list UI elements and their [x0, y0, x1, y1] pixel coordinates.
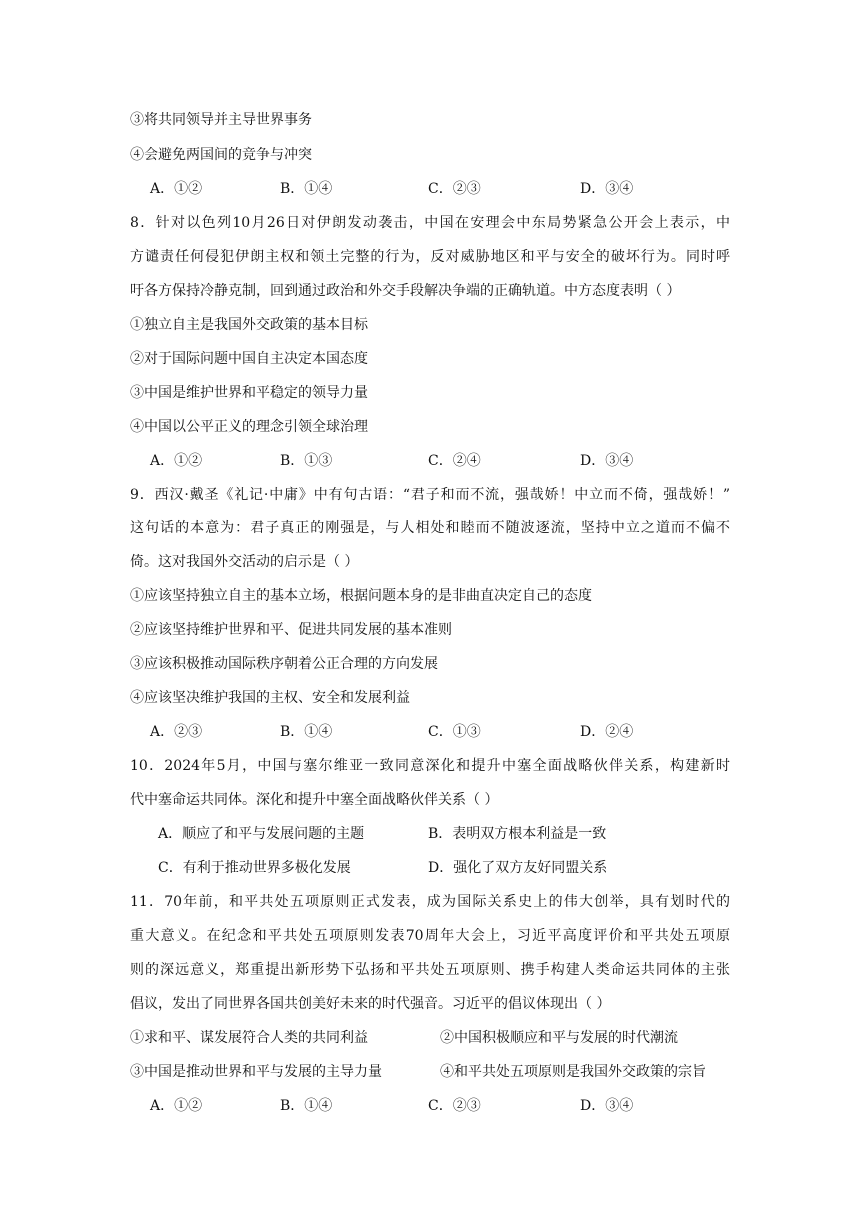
q8-item-4: ④中国以公平正义的理念引领全球治理 — [130, 419, 368, 435]
q9-stem-line-3: 倚。这对我国外交活动的启示是（ ） — [130, 554, 359, 570]
q8-item-1: ①独立自主是我国外交政策的基本目标 — [130, 317, 368, 333]
q9-stem-line-1: 9．西汉·戴圣《礼记·中庸》中有句古语：“君子和而不流，强哉娇！中立而不倚，强哉娇！” — [130, 487, 730, 503]
q9-item-4: ④应该坚决维护我国的主权、安全和发展利益 — [130, 690, 410, 706]
q11-stem-line-1: 11．70年前，和平共处五项原则正式发表，成为国际关系史上的伟大创举，具有划时代的 — [130, 894, 730, 910]
q7-option-d: D．③④ — [580, 181, 634, 197]
q10-option-d: D．强化了双方友好同盟关系 — [428, 860, 608, 876]
q9-option-b: B．①④ — [280, 724, 333, 740]
q11-option-c: C．②③ — [428, 1098, 481, 1114]
q11-item-2: ②中国积极顺应和平与发展的时代潮流 — [440, 1030, 678, 1046]
q8-option-c: C．②④ — [428, 453, 481, 469]
q9-stem-line-2: 这句话的本意为：君子真正的刚强是，与人相处和睦而不随波逐流，坚持中立之道而不偏不 — [130, 520, 730, 536]
q8-stem-line-3: 吁各方保持冷静克制，回到通过政治和外交手段解决争端的正确轨道。中方态度表明（ ） — [130, 283, 681, 299]
q7-item-3: ③将共同领导并主导世界事务 — [130, 112, 312, 128]
q10-stem-line-1: 10．2024年5月，中国与塞尔维亚一致同意深化和提升中塞全面战略伙伴关系，构建新时 — [130, 758, 730, 774]
q7-option-a: A．①② — [150, 181, 203, 197]
q11-option-a: A．①② — [150, 1098, 203, 1114]
q11-stem-line-4: 倡议，发出了同世界各国共创美好未来的时代强音。习近平的倡议体现出（ ） — [130, 996, 611, 1012]
q8-option-b: B．①③ — [280, 453, 333, 469]
q9-item-2: ②应该坚持维护世界和平、促进共同发展的基本准则 — [130, 622, 452, 638]
q11-stem-line-3: 则的深远意义，郑重提出新形势下弘扬和平共处五项原则、携手构建人类命运共同体的主张 — [130, 962, 730, 978]
q8-item-2: ②对于国际问题中国自主决定本国态度 — [130, 351, 368, 367]
q7-option-b: B．①④ — [280, 181, 333, 197]
q11-option-b: B．①④ — [280, 1098, 333, 1114]
q9-item-1: ①应该坚持独立自主的基本立场，根据问题本身的是非曲直决定自己的态度 — [130, 588, 592, 604]
q8-option-d: D．③④ — [580, 453, 634, 469]
q10-option-b: B．表明双方根本利益是一致 — [428, 826, 607, 842]
q11-item-3: ③中国是推动世界和平与发展的主导力量 — [130, 1064, 382, 1080]
q7-item-4: ④会避免两国间的竞争与冲突 — [130, 147, 312, 163]
q9-option-d: D．②④ — [580, 724, 634, 740]
q7-option-c: C．②③ — [428, 181, 481, 197]
q8-item-3: ③中国是维护世界和平稳定的领导力量 — [130, 385, 368, 401]
q10-option-c: C．有利于推动世界多极化发展 — [158, 860, 351, 876]
q9-option-a: A．②③ — [150, 724, 203, 740]
q11-item-4: ④和平共处五项原则是我国外交政策的宗旨 — [440, 1064, 706, 1080]
q8-stem-line-2: 方谴责任何侵犯伊朗主权和领土完整的行为，反对威胁地区和平与安全的破坏行为。同时呼 — [130, 249, 730, 265]
q11-stem-line-2: 重大意义。在纪念和平共处五项原则发表70周年大会上，习近平高度评价和平共处五项原 — [130, 928, 730, 944]
q11-item-1: ①求和平、谋发展符合人类的共同利益 — [130, 1030, 368, 1046]
q10-option-a: A．顺应了和平与发展问题的主题 — [158, 826, 365, 842]
q8-stem-line-1: 8．针对以色列10月26日对伊朗发动袭击，中国在安理会中东局势紧急公开会上表示，中 — [130, 215, 730, 231]
q9-item-3: ③应该积极推动国际秩序朝着公正合理的方向发展 — [130, 656, 438, 672]
q9-option-c: C．①③ — [428, 724, 481, 740]
q8-option-a: A．①② — [150, 453, 203, 469]
q10-stem-line-2: 代中塞命运共同体。深化和提升中塞全面战略伙伴关系（ ） — [130, 792, 499, 808]
q11-option-d: D．③④ — [580, 1098, 634, 1114]
